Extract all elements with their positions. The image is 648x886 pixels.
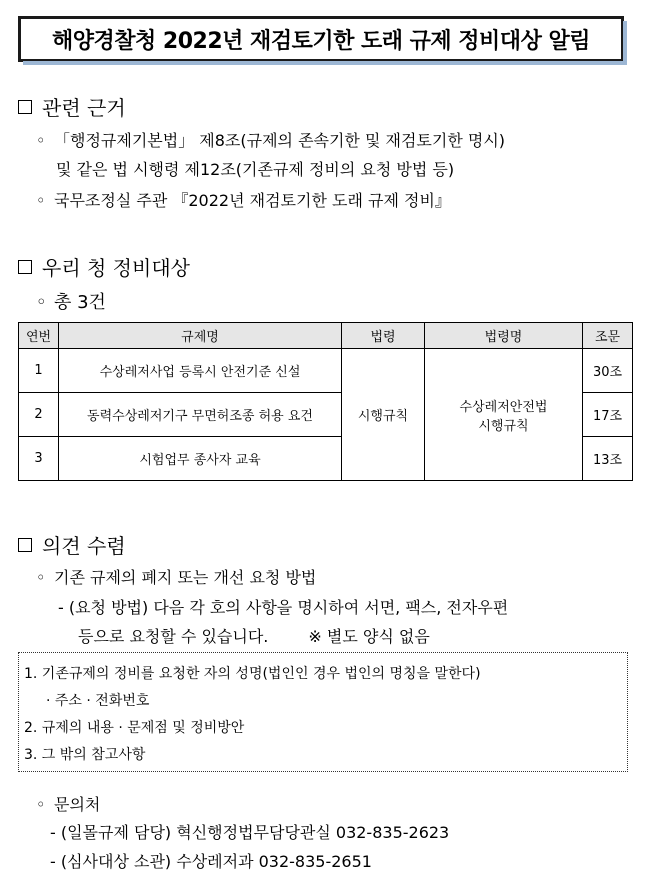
law-type-cell: 시행규칙 xyxy=(342,349,425,481)
header-no: 연번 xyxy=(19,323,59,349)
section-heading-text: 의견 수렴 xyxy=(42,534,126,558)
request-method-line-1: - (요청 방법) 다음 각 호의 사항을 명시하여 서면, 팩스, 전자우편 xyxy=(58,598,509,617)
page-title: 해양경찰청 2022년 재검토기한 도래 규제 정비대상 알림 xyxy=(52,28,590,54)
requirement-item-2: 2. 규제의 내용 · 문제점 및 정비방안 xyxy=(24,720,245,736)
opinion-text: 기존 규제의 폐지 또는 개선 요청 방법 xyxy=(54,568,317,587)
circle-bullet-icon: ◦ xyxy=(36,568,46,587)
contact-heading xyxy=(36,792,100,815)
header-law: 법령 xyxy=(342,323,425,349)
table-row xyxy=(19,349,633,393)
circle-bullet-icon: ◦ xyxy=(36,191,46,210)
contact-label: 문의처 xyxy=(54,795,101,814)
header-law-name: 법령명 xyxy=(425,323,583,349)
basis-bullet-1-cont xyxy=(56,157,454,180)
basis-bullet-2 xyxy=(36,188,451,211)
law-name-line-1: 수상레저안전법 xyxy=(459,399,548,415)
circle-bullet-icon: ◦ xyxy=(36,131,46,150)
requirement-item-1-cont: · 주소 · 전화번호 xyxy=(46,693,150,709)
requirement-item-1: 1. 기존규제의 정비를 요청한 자의 성명(법인인 경우 법인의 명칭을 말한다) xyxy=(24,666,481,682)
regulation-table xyxy=(18,322,633,481)
square-icon xyxy=(18,538,32,552)
header-article: 조문 xyxy=(583,323,633,349)
row-no: 2 xyxy=(19,393,59,437)
section-heading-basis xyxy=(18,92,126,121)
law-name-cell xyxy=(425,349,583,481)
request-method-line-2 xyxy=(78,624,430,647)
row-article: 17조 xyxy=(583,393,633,437)
contact-line-2: - (심사대상 소관) 수상레저과 032-835-2651 xyxy=(50,852,372,871)
section-heading-text: 관련 근거 xyxy=(42,96,126,120)
header-name: 규제명 xyxy=(59,323,342,349)
row-name: 시험업무 종사자 교육 xyxy=(59,437,342,481)
row-article: 13조 xyxy=(583,437,633,481)
section-heading-opinion xyxy=(18,530,126,559)
basis-text-2: 및 같은 법 시행령 제12조(기존규제 정비의 요청 방법 등) xyxy=(56,160,455,179)
row-no: 3 xyxy=(19,437,59,481)
square-icon xyxy=(18,100,32,114)
row-no: 1 xyxy=(19,349,59,393)
contact-line-1: - (일몰규제 담당) 혁신행정법무담당관실 032-835-2623 xyxy=(50,823,450,842)
opinion-bullet xyxy=(36,565,316,588)
requirement-item-3: 3. 그 밖의 참고사항 xyxy=(24,747,146,763)
square-icon xyxy=(18,260,32,274)
title-box xyxy=(18,16,624,62)
basis-text-1: 「행정규제기본법」 제8조(규제의 존속기한 및 재검토기한 명시) xyxy=(54,131,506,150)
basis-text-3: 국무조정실 주관 『2022년 재검토기한 도래 규제 정비』 xyxy=(54,191,451,210)
row-article: 30조 xyxy=(583,349,633,393)
row-name: 수상레저사업 등록시 안전기준 신설 xyxy=(59,349,342,393)
circle-bullet-icon: ◦ xyxy=(36,795,46,814)
law-name-line-2: 시행규칙 xyxy=(478,418,529,434)
targets-summary xyxy=(36,288,106,314)
targets-count: 총 3건 xyxy=(54,292,106,313)
circle-bullet-icon: ◦ xyxy=(36,292,47,313)
table-header-row xyxy=(19,323,633,349)
basis-bullet-1 xyxy=(36,128,505,151)
section-heading-text: 우리 청 정비대상 xyxy=(42,256,190,280)
request-method-text: 등으로 요청할 수 있습니다. xyxy=(78,627,269,646)
section-heading-targets xyxy=(18,252,190,281)
row-name: 동력수상레저기구 무면허조종 허용 요건 xyxy=(59,393,342,437)
form-note: ※ 별도 양식 없음 xyxy=(308,627,430,646)
